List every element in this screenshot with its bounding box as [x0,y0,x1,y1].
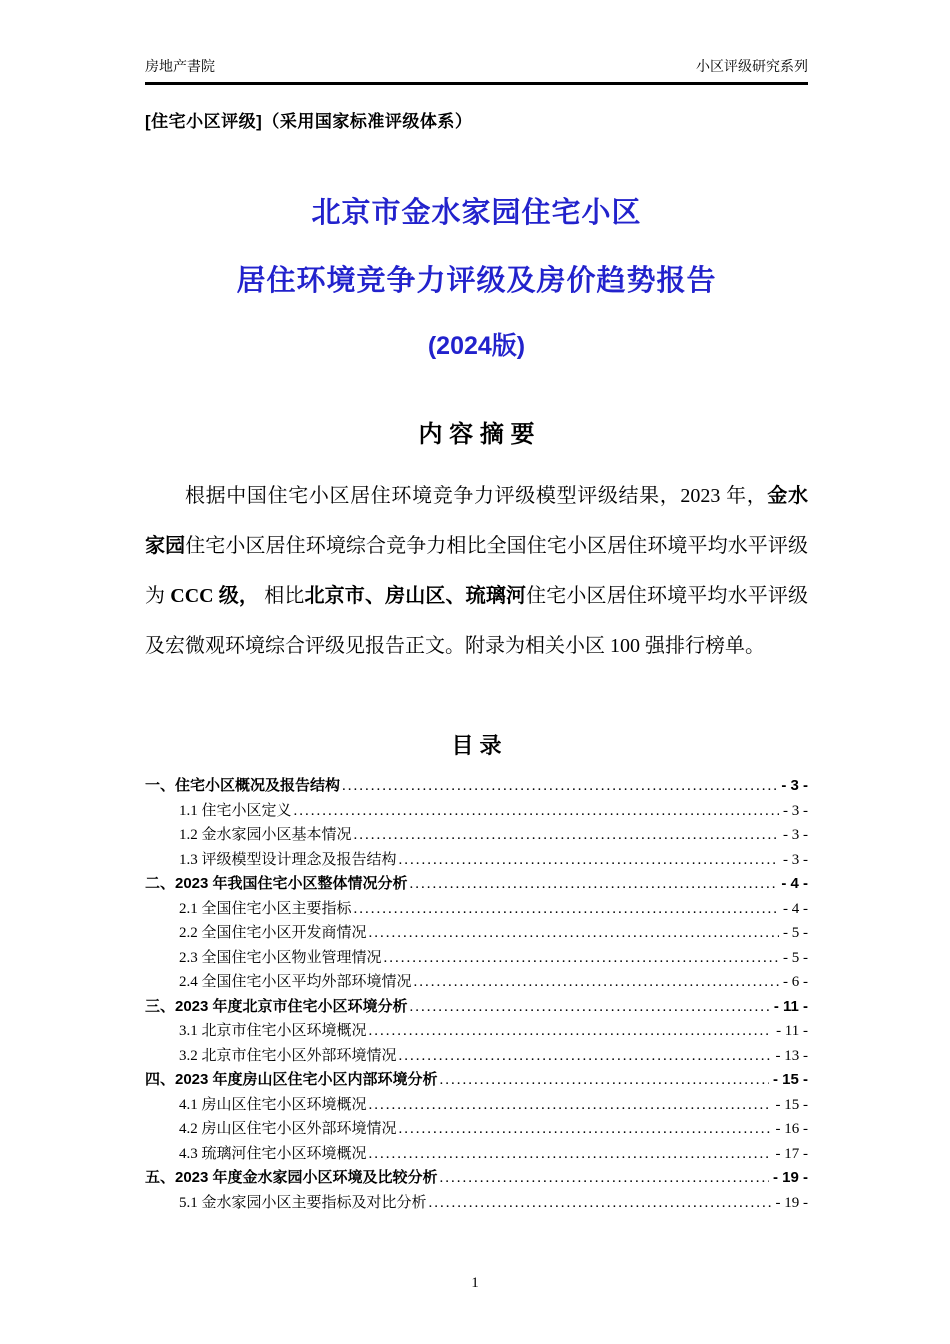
toc-item-page-number: - 3 - [783,827,808,843]
toc-item-label: 1.2 金水家园小区基本情况 [179,827,352,843]
toc-leader-dots [294,799,779,824]
toc-item-label: 2.2 全国住宅小区开发商情况 [179,925,367,941]
toc-list [145,774,808,1215]
doc-type-label: [住宅小区评级]（采用国家标准评级体系） [145,112,473,131]
summary-text: 住宅小区居住环境综合竞争力相比全国住宅小区居住环境平均水平评级为 [145,535,808,607]
toc-leader-dots [399,1117,772,1142]
summary-emphasis-text: 北京市、房山区、琉璃河 [304,585,527,607]
toc-item-label: 3.1 北京市住宅小区环境概况 [179,1023,367,1039]
toc-item-page-number: - 19 - [772,1169,808,1186]
toc-item-label: 四、2023 年度房山区住宅小区内部环境分析 [145,1071,438,1088]
toc-item-label: 5.1 金水家园小区主要指标及对比分析 [179,1194,427,1211]
summary-text: 根据中国住宅小区居住环境竞争力评级模型评级结果，2023 年， [185,485,768,507]
toc-item-label: 1.3 评级模型设计理念及报告结构 [179,851,397,868]
header-left-text: 房地产書院 [145,58,215,74]
toc-item-label: 4.2 房山区住宅小区外部环境情况 [179,1121,397,1137]
toc-item[interactable] [145,995,808,1020]
toc-item-page-number: - 3 - [783,802,808,819]
toc-item-label: 一、住宅小区概况及报告结构 [145,777,341,794]
toc-item[interactable] [145,1068,808,1093]
toc-leader-dots [354,823,779,848]
toc-item[interactable] [145,1117,808,1142]
summary-emphasis-text: CCC 级， [170,585,260,607]
toc-item[interactable] [145,872,808,897]
toc-item-page-number: - 6 - [783,974,808,990]
toc-item-page-number: - 4 - [783,900,808,917]
toc-item-page-number: - 3 - [783,851,808,868]
toc-item-page-number: - 13 - [775,1047,808,1064]
toc-item-page-number: - 16 - [775,1121,808,1137]
toc-item-page-number: - 3 - [781,777,808,794]
toc-leader-dots [369,1019,773,1044]
toc-item-label: 三、2023 年度北京市住宅小区环境分析 [145,997,408,1015]
toc-item-label: 4.3 琉璃河住宅小区环境概况 [179,1145,367,1162]
toc-item-page-number: - 11 - [773,997,808,1015]
toc-item-page-number: - 5 - [783,949,808,966]
toc-leader-dots [369,1142,772,1167]
toc-item[interactable] [145,1142,808,1167]
page-header [145,56,808,85]
toc-leader-dots [342,774,777,799]
toc-item-label: 2.4 全国住宅小区平均外部环境情况 [179,974,412,990]
toc-item[interactable] [145,848,808,873]
toc-item[interactable] [145,1093,808,1118]
toc-item-label: 2.3 全国住宅小区物业管理情况 [179,949,382,966]
toc-item-page-number: - 4 - [781,875,808,892]
toc-leader-dots [354,897,779,922]
toc-item-page-number: - 15 - [775,1096,808,1113]
header-right-text: 小区评级研究系列 [696,58,808,74]
toc-leader-dots [369,1093,772,1118]
toc-item[interactable] [145,1191,808,1216]
summary-text: 住宅小区居住环境平均水平评级及宏微观环境综合评级见报告正文。附录为相关小区 100 强排行榜单。 [145,585,809,657]
toc-item-page-number: - 15 - [772,1071,808,1088]
toc-leader-dots [369,921,779,946]
toc-item-label: 五、2023 年度金水家园小区环境及比较分析 [145,1169,438,1186]
toc-leader-dots [384,946,779,971]
toc-item[interactable] [145,1166,808,1191]
toc-leader-dots [429,1191,772,1216]
toc-heading: 目 录 [451,733,502,758]
toc-item-label: 3.2 北京市住宅小区外部环境情况 [179,1047,397,1064]
report-edition: (2024版) [427,332,526,360]
toc-item-label: 二、2023 年我国住宅小区整体情况分析 [145,875,408,892]
toc-item-page-number: - 19 - [775,1194,808,1211]
summary-heading: 内 容 摘 要 [418,421,535,448]
toc-leader-dots [399,1044,772,1069]
toc-leader-dots [410,995,770,1020]
report-title [145,190,808,362]
toc-leader-dots [410,872,778,897]
toc-item-label: 2.1 全国住宅小区主要指标 [179,900,352,917]
toc-item[interactable] [145,799,808,824]
toc-item-page-number: - 17 - [775,1145,808,1162]
toc-item[interactable] [145,1044,808,1069]
summary-text: 相比 [259,585,305,607]
toc-leader-dots [399,848,779,873]
report-title-line2: 居住环境竞争力评级及房价趋势报告 [236,265,717,297]
page-footer [0,1275,950,1292]
toc-leader-dots [440,1166,769,1191]
toc-item[interactable] [145,970,808,995]
summary-emphasis-text: 金水家园 [145,485,809,557]
report-title-line1: 北京市金水家园住宅小区 [311,197,642,229]
page-number: 1 [471,1275,479,1291]
toc-item-page-number: - 5 - [783,925,808,941]
toc-item[interactable] [145,921,808,946]
toc-item[interactable] [145,1019,808,1044]
toc-item[interactable] [145,823,808,848]
toc-item-page-number: - 11 - [776,1023,808,1039]
toc-leader-dots [440,1068,769,1093]
toc-item-label: 1.1 住宅小区定义 [179,802,292,819]
toc-item[interactable] [145,897,808,922]
summary-paragraph [145,471,808,671]
toc-item-label: 4.1 房山区住宅小区环境概况 [179,1096,367,1113]
toc-item[interactable] [145,774,808,799]
toc-item[interactable] [145,946,808,971]
toc-leader-dots [414,970,779,995]
